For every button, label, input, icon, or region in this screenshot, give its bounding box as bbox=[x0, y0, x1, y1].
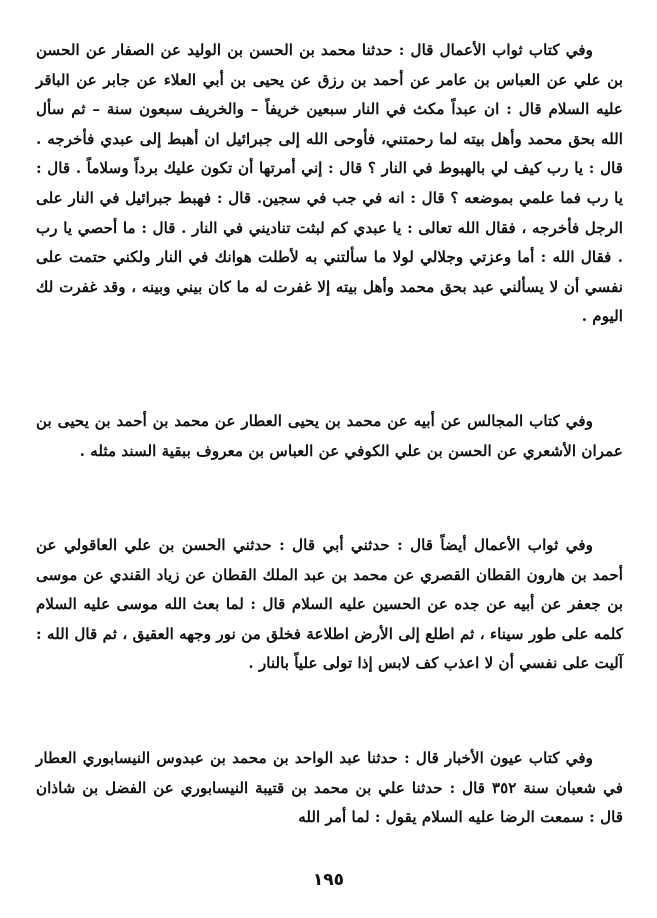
page-number: ١٩٥ bbox=[312, 870, 345, 890]
paragraph-thawab-al-amal-aydan: وفي ثواب الأعمال أيضاً قال : حدثني أبي قال : حدثني الحسن بن علي العاقولي عن أحمد بن هارون القطان القصري عن محمد بن عبد الملك القطان عن زياد القندي عن موسى بن جعفر عن أبيه عن جده عن الحسين عليه السلام قال : لما بعث الله موسى عليه السلام كلمه على طور سيناء ، ثم اطلع إلى الأرض اطلاعة فخلق من نور وجهه العقيق ، ثم قال الله : آليت على نفسي أن لا اعذب كف لابس إذا تولى علياً بالنار . bbox=[36, 536, 623, 673]
paragraph-thawab-al-amal: وفي كتاب ثواب الأعمال قال : حدثنا محمد بن الحسن بن الوليد عن الصفار عن الحسن بن علي عن العباس بن عامر عن أحمد بن رزق عن يحيى بن أبي العلاء عن جابر عن الباقر عليه السلام قال : ان عبداً مكث في النار سبعين خريفاً – والخريف سبعون سنة – ثم سأل الله بحق محمد وأهل بيته لما رحمتني، فأوحى الله إلى جبرائيل ان أهبط إلى عبدي فأخرجه . قال : يا رب كيف لي بالهبوط في النار ؟ قال : إني أمرتها أن تكون عليك برداً وسلاماً . قال : يا رب فما علمي بموضعه ؟ قال : انه في جب في سجين. قال : فهبط جبرائيل في النار على الرجل فأخرجه ، فقال الله تعالى : يا عبدي كم لبثت تناديني في النار . قال : ما أحصي يا رب . فقال الله : أما وعزتي وجلالي لولا ما سألتني به لأطلت هوانك في النار ولكني حتمت على نفسي أن لا يسألني عبد بحق محمد وأهل بيته إلا غفرت له ما كان بيني وبينه ، وقد غفرت لك اليوم . bbox=[36, 41, 623, 326]
paragraph-uyun-al-akhbar: وفي كتاب عيون الأخبار قال : حدثنا عبد الواحد بن محمد بن عبدوس النيسابوري العطار في شعبان سنة ٣٥٢ قال : حدثنا علي بن محمد بن قتيبة النيسابوري عن الفضل بن شاذان قال : سمعت الرضا عليه السلام يقول : لما أمر الله bbox=[36, 749, 623, 827]
paragraph-al-majalis: وفي كتاب المجالس عن أبيه عن محمد بن يحيى العطار عن محمد بن أحمد بن يحيى بن عمران الأشعري عن الحسن بن علي الكوفي عن العباس بن معروف ببقية السند مثله . bbox=[36, 412, 623, 460]
